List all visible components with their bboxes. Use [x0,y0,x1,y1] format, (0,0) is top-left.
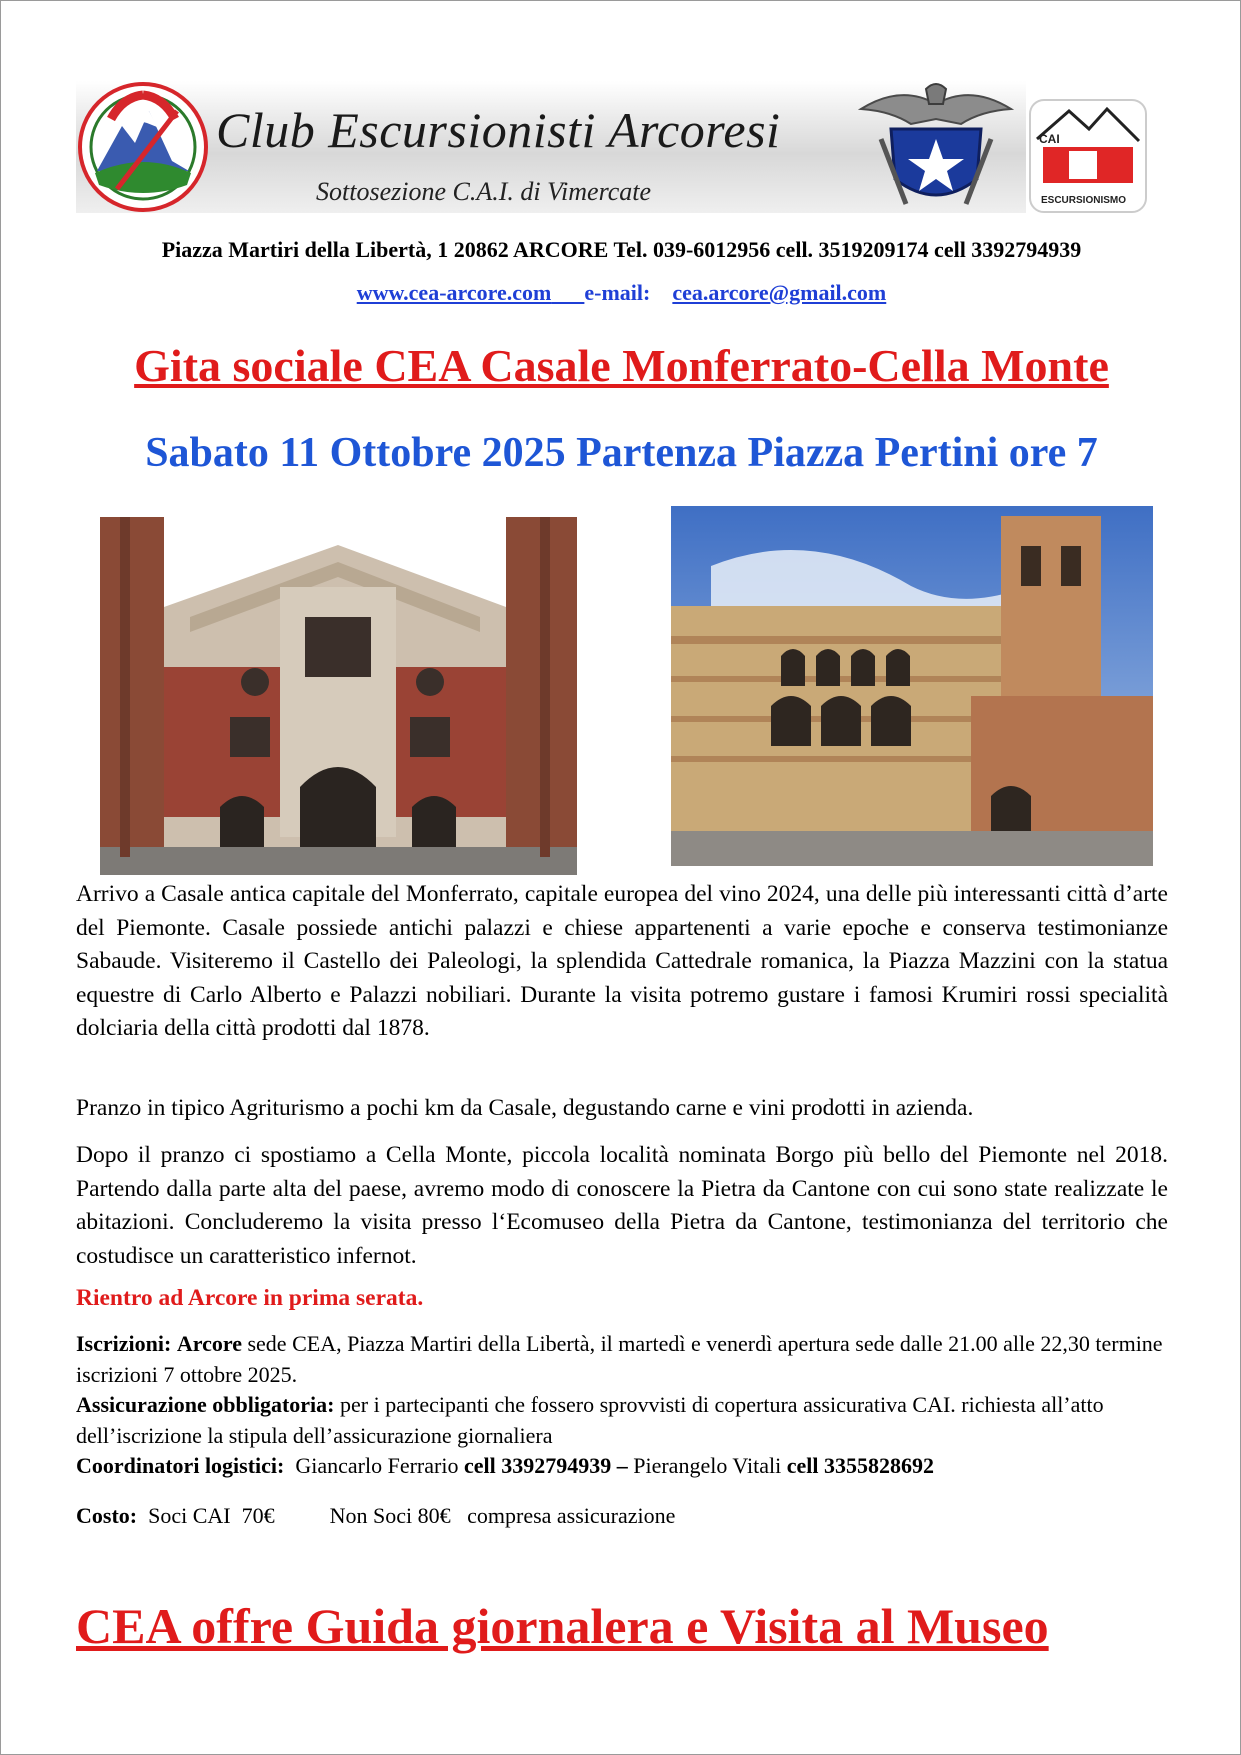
cost-line [76,1503,675,1529]
cathedral-photo [100,517,577,875]
cai-small-label: CAI [1039,132,1060,146]
cea-logo [77,81,209,213]
club-name: Club Escursionisti Arcoresi [216,102,781,158]
assicurazione-label: Assicurazione obbligatoria: [76,1392,335,1417]
coordinator-cell-2: cell 3355828692 [786,1453,934,1478]
link-spacer [551,280,584,305]
iscrizioni-place: Arcore [176,1331,242,1356]
iscrizioni-text: sede CEA, Piazza Martiri della Libertà, il martedì e venerdì apertura sede dalle 21.00 alle 22,30 termine iscrizioni 7 ottobre 2025. [76,1331,1163,1387]
cost-text: Soci CAI 70€ Non Soci 80€ compresa assicurazione [137,1503,676,1528]
iscrizioni-label: Iscrizioni: [76,1331,172,1356]
email-label: e-mail: [584,280,651,305]
cost-label: Costo: [76,1503,138,1528]
club-address: Piazza Martiri della Libertà, 1 20862 ARCORE Tel. 039-6012956 cell. 3519209174 cell 3392794939 [161,237,1082,262]
coordinatori-line [76,1451,1186,1482]
assicurazione-line [76,1390,1186,1451]
cai-escursionismo-logo [1029,99,1147,213]
paragraph-pranzo: Pranzo in tipico Agriturismo a pochi km da Casale, degustando carne e vini prodotti in azienda. [76,1095,974,1121]
email-link[interactable]: cea.arcore@gmail.com [672,280,887,305]
event-subtitle: Sabato 11 Ottobre 2025 Partenza Piazza Pertini ore 7 [145,430,1098,476]
coordinatori-label: Coordinatori logistici: [76,1453,285,1478]
paragraph-cella-monte: Dopo il pranzo ci spostiamo a Cella Monte, piccola località nominata Borgo più bello del Piemonte nel 2018. Partendo dalla parte alta del paese, avremo modo di conoscere la Pietra da Cantone con cui sono state realizzate le abitazioni. Concluderemo la visita presso l‘Ecomuseo della Pietra da Cantone, testimonianza del territorio che costudisce un caratteristico infernot. [76,1142,1168,1269]
website-link[interactable]: www.cea-arcore.com [356,280,552,305]
coordinator-cell-1: cell 3392794939 – [463,1453,628,1478]
cella-monte-photo [671,506,1153,866]
escursionismo-label: ESCURSIONISMO [1041,195,1127,206]
assicurazione-text: per i partecipanti che fossero sprovvisti di copertura assicurativa CAI. richiesta all’atto dell’iscrizione la stipula dell’assicurazione giornaliera [76,1392,1104,1448]
paragraph-casale: Arrivo a Casale antica capitale del Monferrato, capitale europea del vino 2024, una delle più interessanti città d’arte del Piemonte. Casale possiede antichi palazzi e chiese appartenenti a varie epoche e conserva testimonianze Sabaude. Visiteremo il Castello dei Paleologi, la splendida Cattedrale romanica, la Piazza Mazzini con la statua equestre di Carlo Alberto e Palazzi nobiliari. Durante la visita potremo gustare i famosi Krumiri rossi specialità dolciaria della città prodotti dal 1878. [76,881,1168,1041]
event-title: Gita sociale CEA Casale Monferrato-Cella Monte [134,340,1109,391]
coordinator-name-2: Pierangelo Vitali [627,1453,787,1478]
offer-headline: CEA offre Guida giornalera e Visita al Museo [76,1598,1049,1654]
coordinator-name-1: Giancarlo Ferrario [284,1453,464,1478]
cai-eagle-logo [851,79,1021,214]
iscrizioni-line [76,1329,1186,1390]
return-note: Rientro ad Arcore in prima serata. [76,1285,424,1311]
subsection-name: Sottosezione C.A.I. di Vimercate [316,177,652,206]
info-block [76,1329,1186,1482]
email-spacer [650,280,672,305]
contact-links [1,280,1241,306]
